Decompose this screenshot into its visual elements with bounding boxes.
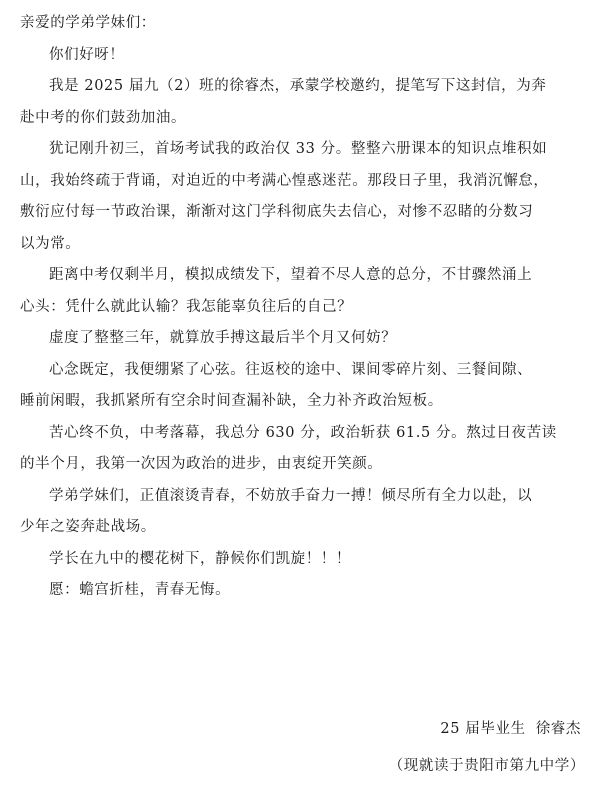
letter-line: 苦心终不负，中考落幕，我总分 630 分，政治斩获 61.5 分。熬过日夜苦读 xyxy=(49,424,557,441)
letter-line: 你们好呀！ xyxy=(49,46,125,63)
letter-line: 距离中考仅剩半月，模拟成绩发下，望着不尽人意的总分，不甘骤然涌上 xyxy=(49,267,533,283)
signature xyxy=(440,714,581,746)
school-note: （现就读于贵阳市第九中学） xyxy=(388,758,585,774)
letter-line: 心头：凭什么就此认输？我怎能辜负往后的自己？ xyxy=(20,298,353,315)
letter-line: 的半个月，我第一次因为政治的进步，由衷绽开笑颜。 xyxy=(20,456,383,472)
letter-line: 睡前闲暇，我抓紧所有空余时间查漏补缺，全力补齐政治短板。 xyxy=(20,393,443,409)
letter-line: 学弟学妹们，正值滚烫青春，不妨放手奋力一搏！倾尽所有全力以赴，以 xyxy=(49,487,533,504)
letter-line: 学长在九中的樱花树下，静候你们凯旋！！！ xyxy=(49,550,351,567)
letter-line: 赴中考的你们鼓劲加油。 xyxy=(20,109,187,126)
letter-line: 少年之姿奔赴战场。 xyxy=(20,519,156,535)
letter-line: 心念既定，我便绷紧了心弦。往返校的途中、课间零碎片刻、三餐间隙、 xyxy=(49,361,533,378)
letter-line: 愿：蟾宫折桂，青春无悔。 xyxy=(49,582,231,598)
letter-line: 敷衍应付每一节政治课，渐渐对这门学科彻底失去信心，对惨不忍睹的分数习 xyxy=(20,204,534,220)
signature-class: 25 届毕业生 xyxy=(440,721,526,737)
letter-line: 虚度了整整三年，就算放手搏这最后半个月又何妨？ xyxy=(49,330,397,346)
letter-line: 以为常。 xyxy=(20,235,81,252)
letter-greeting: 亲爱的学弟学妹们： xyxy=(20,15,156,31)
letter-line: 我是 2025 届九（2）班的徐睿杰，承蒙学校邀约，提笔写下这封信，为奔 xyxy=(49,78,547,94)
signature-name: 徐睿杰 xyxy=(535,721,581,737)
letter-line: 山，我始终疏于背诵，对迫近的中考满心惶惑迷茫。那段日子里，我消沉懈怠， xyxy=(20,172,549,189)
letter-line: 犹记刚升初三，首场考试我的政治仅 33 分。整整六册课本的知识点堆积如 xyxy=(49,141,548,157)
